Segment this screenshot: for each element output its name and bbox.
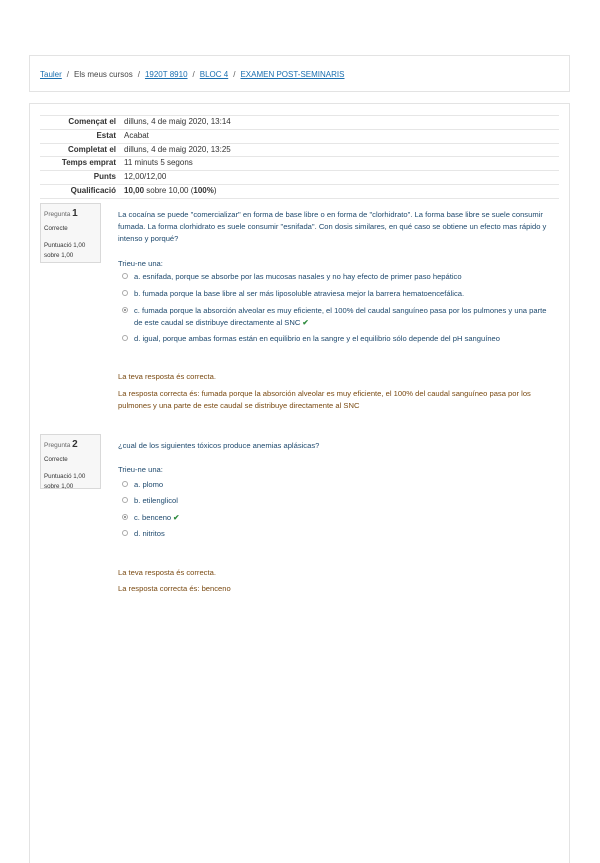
grade-close: ) <box>213 185 217 195</box>
grade-out-of: sobre 10,00 ( <box>144 185 194 195</box>
summary-value <box>124 184 559 198</box>
question-number: 1 <box>72 208 78 219</box>
answer-option-1a[interactable] <box>122 271 552 283</box>
answer-option-1d[interactable] <box>122 333 552 345</box>
summary-label: Completat el <box>40 143 124 157</box>
question-grade: Puntuació 1,00 <box>44 473 86 480</box>
summary-value: 12,00/12,00 <box>124 171 559 185</box>
answer-text: a. plomo <box>134 480 164 489</box>
answer-text: c. fumada porque la absorción alveolar es muy eficiente, el 100% del caudal sanguíneo pasa por los pulmones y una parte de este caudal se distribuye directamente al SNC <box>134 306 547 327</box>
question-label: Pregunta <box>44 211 71 218</box>
breadcrumb-separator: / <box>137 70 140 79</box>
radio-button[interactable] <box>122 273 128 279</box>
summary-row-state <box>40 129 559 143</box>
feedback-status-1: La teva resposta és correcta. <box>118 372 216 381</box>
answer-text: d. igual, porque ambas formas están en equilibrio en la sangre y el equilibrio sólo depende del pH sanguíneo <box>134 334 501 343</box>
summary-value: dilluns, 4 de maig 2020, 13:25 <box>124 143 559 157</box>
question-info-2 <box>40 434 101 489</box>
feedback-correct-answer-1: La resposta correcta és: fumada porque la absorción alveolar es muy eficiente, el 100% del caudal sanguíneo pasa por los pulmones y una parte de este caudal se distribuye directamente al SNC <box>118 389 531 410</box>
answer-option-1c[interactable] <box>122 305 552 329</box>
question-grade-max: sobre 1,00 <box>44 252 74 259</box>
summary-value: 11 minuts 5 segons <box>124 157 559 171</box>
breadcrumb-link-bloc[interactable]: BLOC 4 <box>199 70 229 79</box>
summary-row-completed <box>40 143 559 157</box>
question-number: 2 <box>72 439 78 450</box>
radio-button[interactable] <box>122 497 128 503</box>
check-icon: ✔ <box>302 318 309 327</box>
breadcrumb-separator: / <box>233 70 236 79</box>
breadcrumb-link-exam[interactable]: EXAMEN POST-SEMINARIS <box>240 70 345 79</box>
breadcrumb <box>40 70 344 79</box>
answer-option-2c[interactable] <box>122 512 552 524</box>
answer-text: b. fumada porque la base libre al ser más liposoluble atraviesa mejor la barrera hematoencefálica. <box>134 289 465 298</box>
answer-prompt-1: Trieu-ne una: <box>118 259 163 268</box>
question-state: Correcte <box>44 456 68 463</box>
summary-row-started <box>40 116 559 130</box>
summary-label: Estat <box>40 129 124 143</box>
summary-value: dilluns, 4 de maig 2020, 13:14 <box>124 116 559 130</box>
summary-label: Temps emprat <box>40 157 124 171</box>
breadcrumb-item-courses: Els meus cursos <box>74 70 133 79</box>
question-info-1 <box>40 203 101 263</box>
question-state: Correcte <box>44 225 68 232</box>
summary-value: Acabat <box>124 129 559 143</box>
answer-text: c. benceno <box>134 513 172 522</box>
answer-text: b. etilenglicol <box>134 496 178 505</box>
question-text-1: La cocaína se puede "comercializar" en forma de base libre o en forma de "clorhidrato". La forma base libre se suele consumir fumada. La forma clorhidrato es suele consumir "esnifada". Con dosis similares, en qué caso se obtiene un efecto mas rápido y intenso y porqué? <box>118 210 547 243</box>
grade-percent: 100% <box>193 185 214 195</box>
radio-button[interactable] <box>122 530 128 536</box>
radio-button[interactable] <box>122 290 128 296</box>
answer-option-2a[interactable] <box>122 479 552 491</box>
summary-label: Punts <box>40 171 124 185</box>
check-icon: ✔ <box>173 513 180 522</box>
answer-prompt-2: Trieu-ne una: <box>118 465 163 474</box>
radio-button-selected[interactable] <box>122 514 128 520</box>
breadcrumb-container <box>29 55 570 92</box>
answer-option-2b[interactable] <box>122 495 552 507</box>
summary-row-grade <box>40 184 559 198</box>
summary-row-marks <box>40 171 559 185</box>
question-text-2: ¿cual de los siguientes tóxicos produce anemias aplásicas? <box>118 441 320 450</box>
summary-label: Qualificació <box>40 184 124 198</box>
feedback-status-2: La teva resposta és correcta. <box>118 568 216 577</box>
summary-label: Començat el <box>40 116 124 130</box>
question-label: Pregunta <box>44 442 71 449</box>
answer-option-1b[interactable] <box>122 288 552 300</box>
answer-text: a. esnifada, porque se absorbe por las mucosas nasales y no hay efecto de primer paso hepático <box>134 272 462 281</box>
answer-text: d. nitritos <box>134 529 165 538</box>
breadcrumb-separator: / <box>192 70 195 79</box>
question-grade: Puntuació 1,00 <box>44 242 86 249</box>
question-grade-max: sobre 1,00 <box>44 483 74 490</box>
grade-value: 10,00 <box>124 185 145 195</box>
radio-button-selected[interactable] <box>122 307 128 313</box>
breadcrumb-separator: / <box>66 70 70 79</box>
breadcrumb-link-course[interactable]: 1920T 8910 <box>144 70 188 79</box>
attempt-summary-table <box>40 115 559 199</box>
radio-button[interactable] <box>122 481 128 487</box>
breadcrumb-link-tauler[interactable]: Tauler <box>40 70 62 79</box>
radio-button[interactable] <box>122 335 128 341</box>
feedback-correct-answer-2: La resposta correcta és: benceno <box>118 584 231 593</box>
summary-row-time <box>40 157 559 171</box>
answer-option-2d[interactable] <box>122 528 552 540</box>
